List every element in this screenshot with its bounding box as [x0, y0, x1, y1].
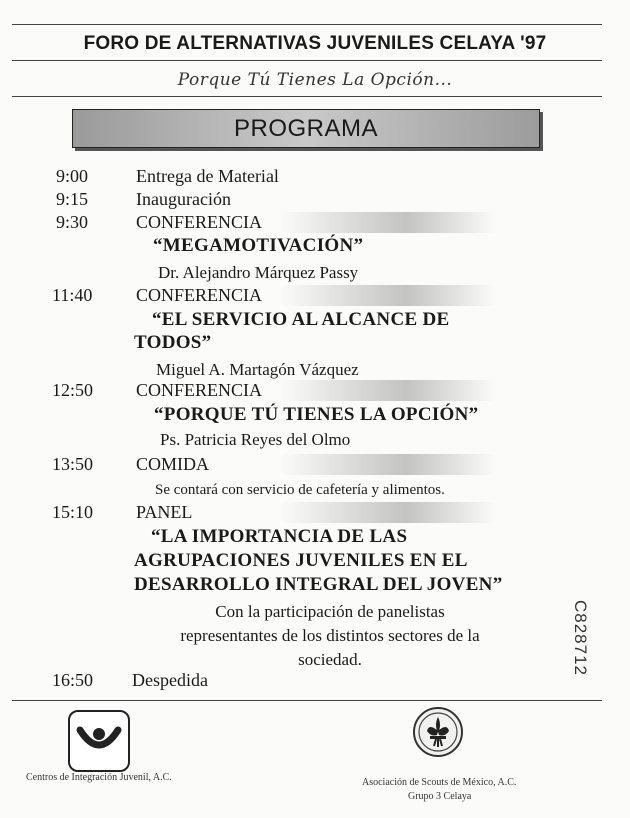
panel-title-line2: AGRUPACIONES JUVENILES EN EL [134, 550, 468, 571]
panel-description-line3: sociedad. [298, 650, 362, 669]
speaker-3: Ps. Patricia Reyes del Olmo [160, 430, 351, 449]
conference-title-1: “MEGAMOTIVACIÓN” [153, 235, 364, 256]
conference-title-2-line1: “EL SERVICIO AL ALCANCE DE [152, 309, 450, 330]
time-1250: 12:50 [52, 380, 94, 400]
cij-logo-icon [70, 712, 128, 770]
time-0915: 9:15 [56, 189, 89, 209]
time-0930: 9:30 [56, 212, 89, 232]
panel-description-line2: representantes de los distintos sectores de la [180, 626, 480, 645]
activity-conferencia-3: CONFERENCIA [136, 380, 496, 401]
comida-note: Se contará con servicio de cafetería y alimentos. [155, 482, 445, 498]
time-1140: 11:40 [52, 285, 93, 305]
cij-logo [68, 710, 130, 772]
panel-title-line3: DESARROLLO INTEGRAL DEL JOVEN” [134, 574, 503, 595]
activity-comida: COMIDA [136, 454, 496, 475]
activity-conferencia-1: CONFERENCIA [136, 212, 496, 233]
panel-title-line1: “LA IMPORTANCIA DE LAS [151, 526, 408, 547]
time-1650: 16:50 [52, 670, 94, 690]
footer-right-org: Asociación de Scouts de México, A.C. [362, 777, 517, 788]
activity-entrega: Entrega de Material [136, 166, 279, 186]
activity-conferencia-2: CONFERENCIA [136, 285, 496, 306]
tagline-rule [12, 96, 602, 97]
footer-left-org: Centros de Integración Juvenil, A.C. [26, 772, 172, 783]
page-title: FORO DE ALTERNATIVAS JUVENILES CELAYA '97 [83, 33, 547, 54]
top-rule [12, 24, 602, 25]
speaker-1: Dr. Alejandro Márquez Passy [158, 263, 359, 282]
activity-panel: PANEL [136, 502, 496, 523]
activity-despedida: Despedida [132, 670, 208, 690]
title-rule [12, 60, 602, 61]
side-handwritten-number: C828712 [571, 600, 590, 677]
activity-inauguracion: Inauguración [136, 189, 231, 209]
panel-description-line1: Con la participación de panelistas [215, 602, 445, 621]
bottom-rule [12, 700, 602, 701]
banner-label: PROGRAMA [233, 115, 378, 142]
conference-title-2-line2: TODOS” [134, 332, 212, 353]
conference-title-3: “PORQUE TÚ TIENES LA OPCIÓN” [154, 404, 479, 425]
time-1350: 13:50 [52, 454, 94, 474]
fleur-de-lis-icon [415, 709, 461, 755]
footer-right-group: Grupo 3 Celaya [408, 791, 472, 802]
programa-banner [72, 109, 540, 148]
tagline: Porque Tú Tienes La Opción... [177, 70, 453, 90]
speaker-2: Miguel A. Martagón Vázquez [156, 360, 359, 379]
time-0900: 9:00 [56, 166, 89, 186]
scouts-logo [413, 707, 463, 757]
time-1510: 15:10 [52, 502, 94, 522]
